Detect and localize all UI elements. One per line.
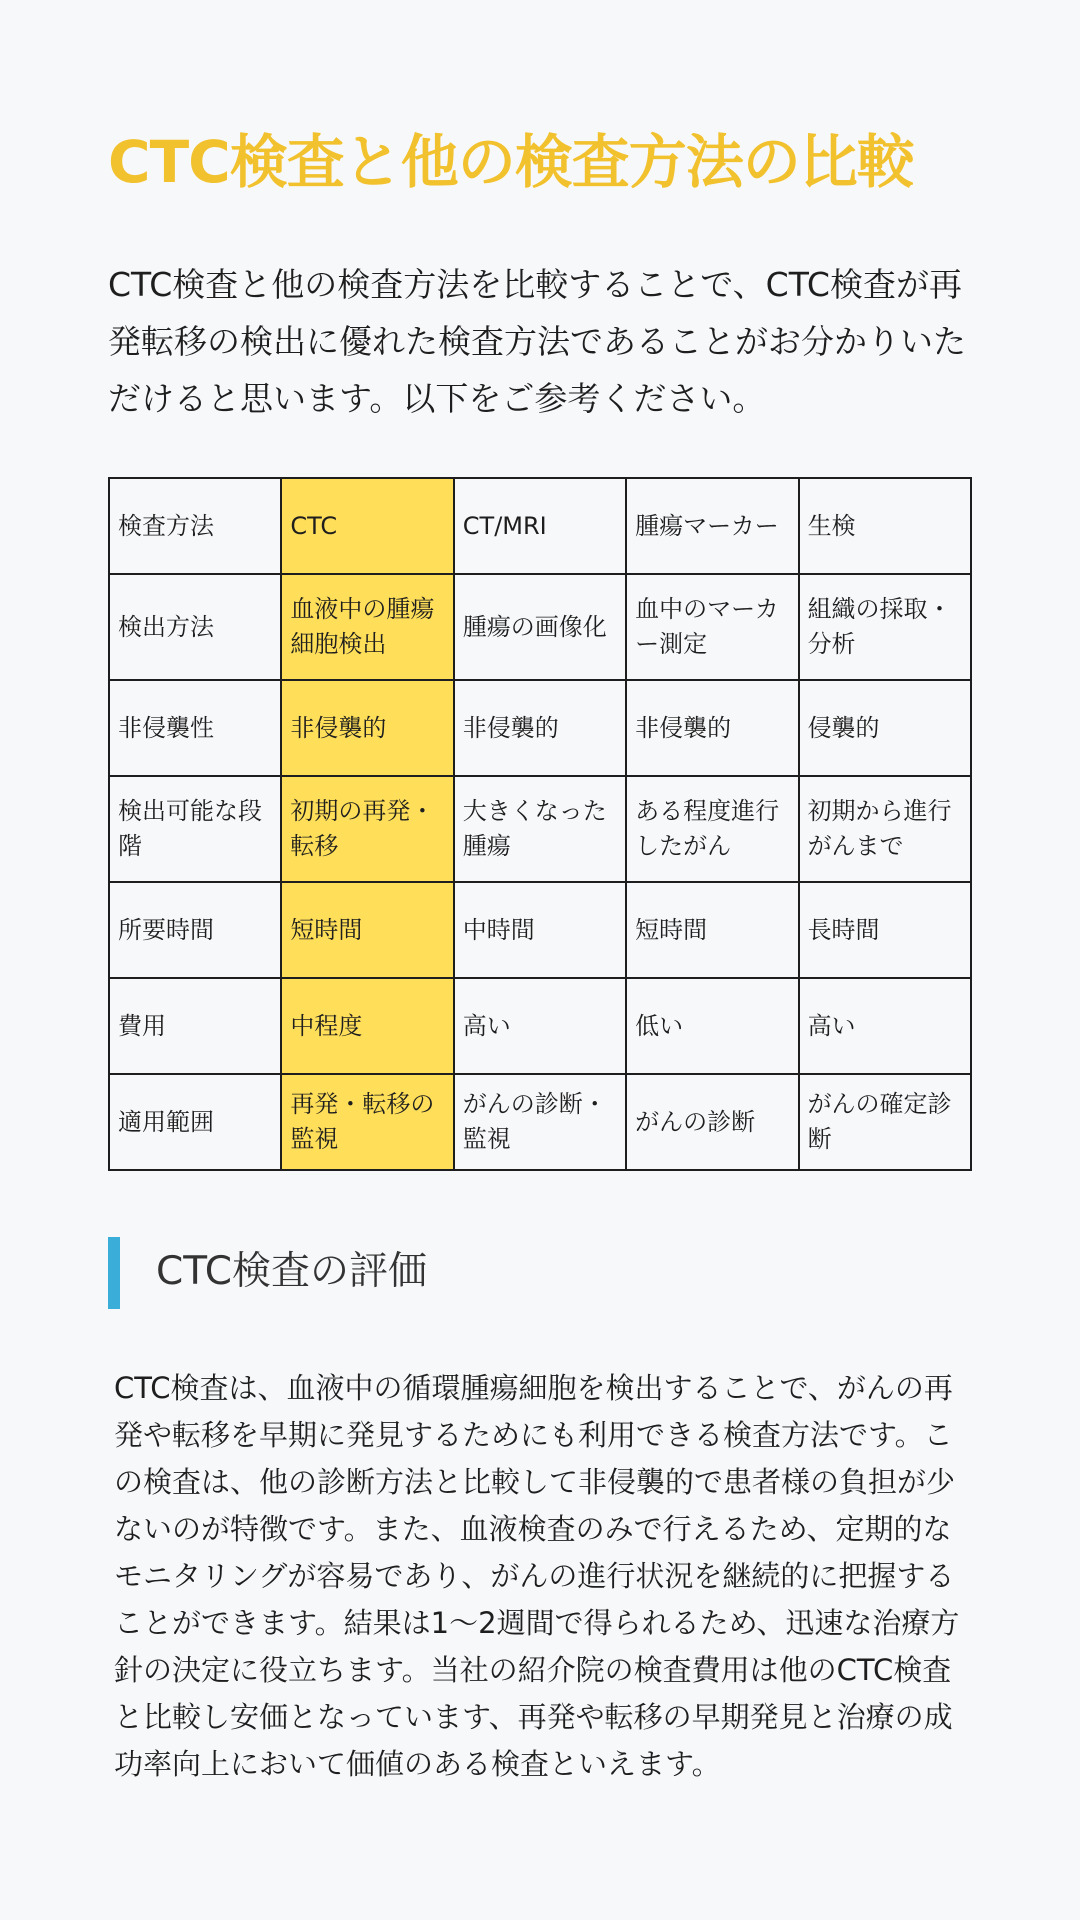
section-accent-bar (108, 1237, 120, 1309)
page-title: CTC検査と他の検査方法の比較 (108, 128, 914, 196)
table-header-cell: 検査方法 (109, 478, 281, 574)
table-cell-ctc: 短時間 (281, 882, 453, 978)
table-cell: がんの診断 (626, 1074, 798, 1170)
table-row-label: 費用 (109, 978, 281, 1074)
table-cell-ctc: 再発・転移の監視 (281, 1074, 453, 1170)
intro-paragraph: CTC検査と他の検査方法を比較することで、CTC検査が再発転移の検出に優れた検査方法であることがお分かりいただけると思います。以下をご参考ください。 (108, 265, 966, 418)
section-heading (108, 1237, 972, 1309)
table-row (109, 574, 971, 680)
table-cell: 低い (626, 978, 798, 1074)
table-row (109, 882, 971, 978)
table-header-cell-ctc: CTC (281, 478, 453, 574)
table-cell: がんの診断・監視 (454, 1074, 626, 1170)
table-cell: 中時間 (454, 882, 626, 978)
table-row-label: 適用範囲 (109, 1074, 281, 1170)
table-cell: 侵襲的 (799, 680, 971, 776)
table-cell: 初期から進行がんまで (799, 776, 971, 882)
table-header-row (109, 478, 971, 574)
table-header-cell: 腫瘍マーカー (626, 478, 798, 574)
table-cell: 長時間 (799, 882, 971, 978)
table-row (109, 1074, 971, 1170)
section-body-paragraph: CTC検査は、血液中の循環腫瘍細胞を検出することで、がんの再発や転移を早期に発見するためにも利用できる検査方法です。この検査は、他の診断方法と比較して非侵襲的で患者様の負担が少ないのが特徴です。また、血液検査のみで行えるため、定期的なモニタリングが容易であり、がんの進行状況を継続的に把握することができます。結果は1〜2週間で得られるため、迅速な治療方針の決定に役立ちます。当社の紹介院の検査費用は他のCTC検査と比較し安価となっています、再発や転移の早期発見と治療の成功率向上において価値のある検査といえます。 (114, 1371, 960, 1781)
table-cell: がんの確定診断 (799, 1074, 971, 1170)
table-row-label: 検出方法 (109, 574, 281, 680)
table-cell: 高い (454, 978, 626, 1074)
table-cell: 非侵襲的 (454, 680, 626, 776)
table-cell: 高い (799, 978, 971, 1074)
table-row-label: 非侵襲性 (109, 680, 281, 776)
table-cell: 腫瘍の画像化 (454, 574, 626, 680)
table-header-cell: 生検 (799, 478, 971, 574)
table-row (109, 978, 971, 1074)
table-row (109, 680, 971, 776)
table-row-label: 検出可能な段階 (109, 776, 281, 882)
section-title: CTC検査の評価 (156, 1249, 428, 1294)
table-cell-ctc: 非侵襲的 (281, 680, 453, 776)
table-header-cell: CT/MRI (454, 478, 626, 574)
table-cell-ctc: 初期の再発・転移 (281, 776, 453, 882)
table-cell: 短時間 (626, 882, 798, 978)
comparison-table (108, 477, 972, 1171)
table-cell: 組織の採取・分析 (799, 574, 971, 680)
table-cell: 大きくなった腫瘍 (454, 776, 626, 882)
table-row (109, 776, 971, 882)
table-cell: 非侵襲的 (626, 680, 798, 776)
table-cell: ある程度進行したがん (626, 776, 798, 882)
table-cell: 血中のマーカー測定 (626, 574, 798, 680)
table-cell-ctc: 中程度 (281, 978, 453, 1074)
table-row-label: 所要時間 (109, 882, 281, 978)
table-cell-ctc: 血液中の腫瘍細胞検出 (281, 574, 453, 680)
